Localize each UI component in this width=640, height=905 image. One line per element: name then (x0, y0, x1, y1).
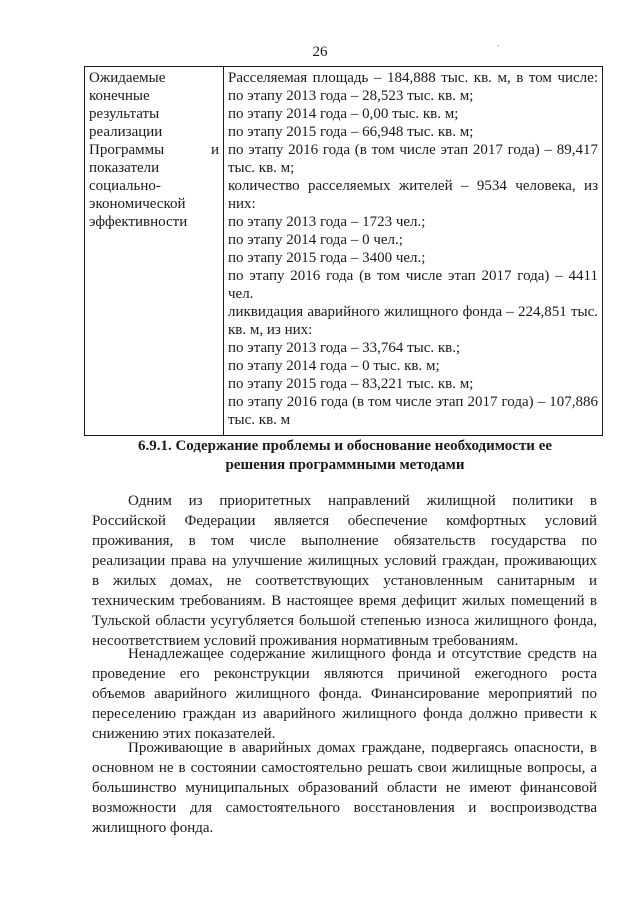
label-line: экономической (89, 196, 186, 212)
text-line: проведение его реконструкции являются причиной ежегодного роста (92, 666, 597, 682)
text-line: объемов аварийного жилищного фонда. Финансирование мероприятий по (92, 686, 597, 702)
corner-mark: . (497, 38, 500, 48)
paragraph (92, 644, 597, 744)
label-line-text: Программы (89, 142, 165, 158)
section-heading (90, 437, 600, 475)
label-line: результаты (89, 106, 160, 122)
text-line: Ненадлежащее содержание жилищного фонда и отсутствие средств на (128, 646, 597, 662)
paragraph (92, 738, 597, 838)
value-line: чел. (228, 286, 254, 302)
text-line: жилищного фонда. (92, 820, 214, 836)
text-line: в жилых домах, не соответствующих установленным санитарным и (92, 573, 597, 589)
page-number: 26 (312, 44, 328, 60)
text-line: большинство муниципальных образований области не имеют финансовой (92, 780, 597, 796)
text-line: техническим требованиям. В настоящее время дефицит жилых помещений в (92, 593, 597, 609)
text-line: Тульской области усугубляется большой степенью износа жилищного фонда, (92, 613, 597, 629)
label-conjunction: и (210, 142, 219, 158)
value-line: по этапу 2014 года – 0 чел.; (228, 232, 403, 248)
value-line: по этапу 2016 года (в том числе этап 2017 года) – 89,417 (228, 142, 598, 158)
expected-results-table (84, 66, 603, 436)
value-line: по этапу 2014 года – 0 тыс. кв. м; (228, 358, 440, 374)
label-line: социально- (89, 178, 161, 194)
value-line: по этапу 2016 года (в том числе этап 2017 года) – 107,886 (228, 394, 598, 410)
value-line: по этапу 2013 года – 28,523 тыс. кв. м; (228, 88, 474, 104)
text-line: возможности для самостоятельного восстановления и воспроизводства (92, 800, 597, 816)
value-line: них: (228, 196, 256, 212)
text-line: переселению граждан из аварийного жилищного фонда должно привести к (92, 706, 597, 722)
table-row (85, 67, 603, 436)
label-line: реализации (89, 124, 163, 140)
text-line: Российской Федерации является обеспечение комфортных условий (92, 513, 597, 529)
text-line: снижению этих показателей. (92, 726, 276, 742)
section-heading-line: 6.9.1. Содержание проблемы и обоснование необходимости ее (137, 438, 553, 454)
value-line: по этапу 2015 года – 83,221 тыс. кв. м; (228, 376, 474, 392)
value-line: по этапу 2015 года – 3400 чел.; (228, 250, 426, 266)
value-line: Расселяемая площадь – 184,888 тыс. кв. м, в том числе: (228, 70, 598, 86)
value-line: тыс. кв. м; (228, 160, 295, 176)
label-line: конечные (89, 88, 150, 104)
text-line: Проживающие в аварийных домах граждане, подвергаясь опасности, в (128, 740, 597, 756)
label-line: Ожидаемые (89, 70, 166, 86)
text-line: проживания, в том числе выполнение обязательств государства по (92, 533, 597, 549)
value-line: по этапу 2015 года – 66,948 тыс. кв. м; (228, 124, 474, 140)
text-line: основном не в состоянии самостоятельно решать свои жилищные вопросы, а (92, 760, 597, 776)
value-line: количество расселяемых жителей – 9534 человека, из (228, 178, 598, 194)
section-heading-line: решения программными методами (225, 457, 465, 473)
paragraph (92, 491, 597, 651)
value-line: по этапу 2016 года (в том числе этап 2017 года) – 4411 (228, 268, 598, 284)
value-line: кв. м, из них: (228, 322, 313, 338)
value-line: по этапу 2013 года – 1723 чел.; (228, 214, 426, 230)
value-line: по этапу 2014 года – 0,00 тыс. кв. м; (228, 106, 459, 122)
text-line: Одним из приоритетных направлений жилищной политики в (128, 493, 597, 509)
value-line: ликвидация аварийного жилищного фонда – 224,851 тыс. (228, 304, 598, 320)
label-line: показатели (89, 160, 160, 176)
value-line: по этапу 2013 года – 33,764 тыс. кв.; (228, 340, 461, 356)
results-label-cell (85, 67, 224, 436)
results-value-cell (224, 67, 603, 436)
label-line (89, 141, 219, 159)
text-line: несоответствием условий проживания нормативным требованиям. (92, 633, 519, 649)
text-line: реализации права на улучшение жилищных условий граждан, проживающих (92, 553, 597, 569)
label-line: эффективности (89, 214, 188, 230)
value-line: тыс. кв. м (228, 412, 291, 428)
